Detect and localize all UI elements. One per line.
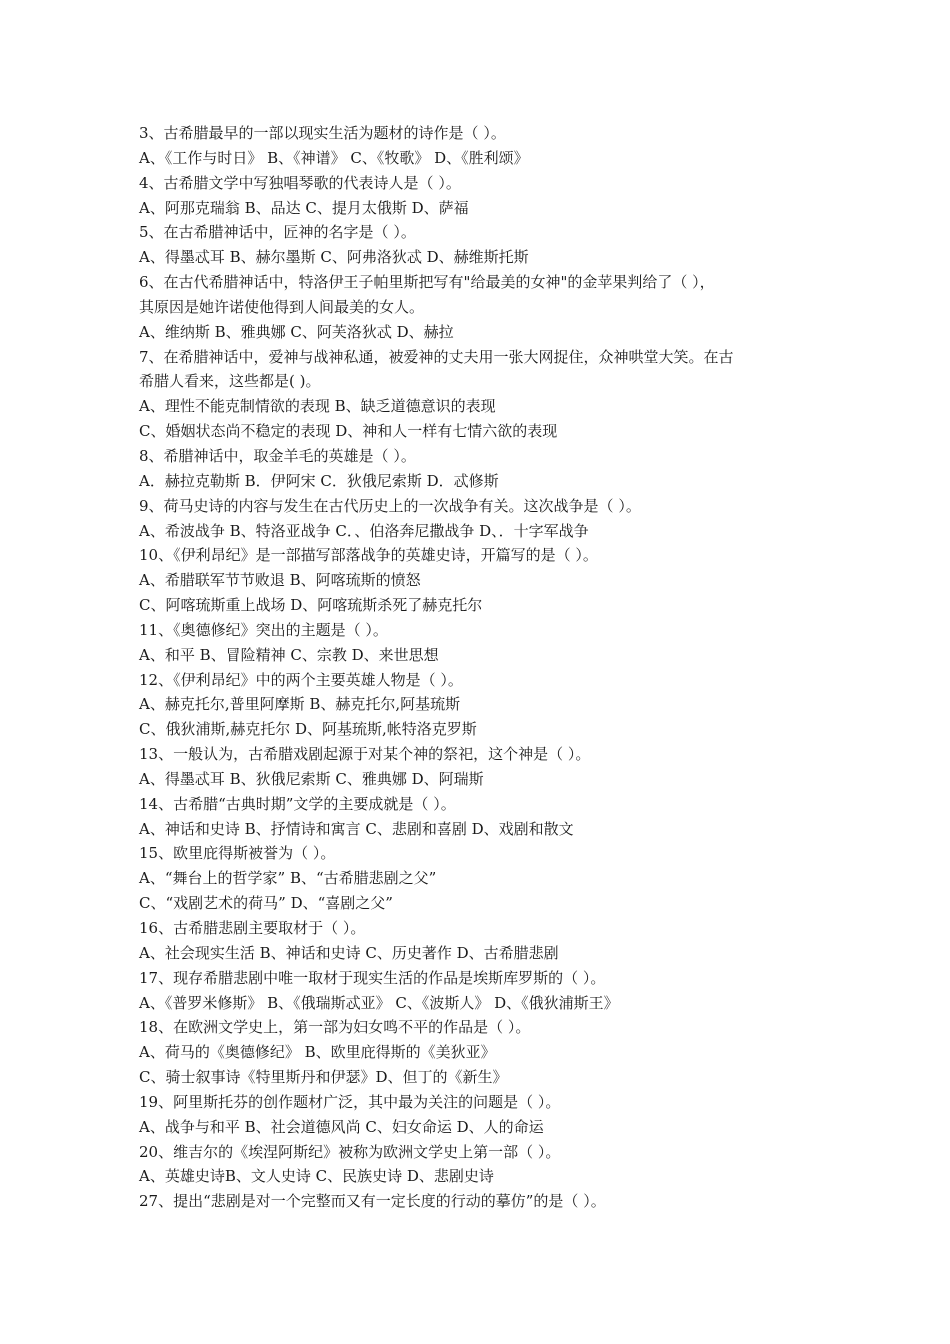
question-5-options: A、得墨忒耳 B、赫尔墨斯 C、阿弗洛狄忒 D、赫维斯托斯 [139, 248, 529, 267]
question-19-options: A、战争与和平 B、社会道德风尚 C、妇女命运 D、人的命运 [139, 1117, 544, 1136]
question-10-options-ab: A、希腊联军节节败退 B、阿喀琉斯的愤怒 [139, 571, 421, 590]
question-12-options-cd: C、俄狄浦斯,赫克托尔 D、阿基琉斯,帐特洛克罗斯 [139, 720, 477, 739]
question-18-options-ab: A、荷马的《奥德修纪》 B、欧里庇得斯的《美狄亚》 [139, 1043, 496, 1062]
question-6-continued: 其原因是她许诺使他得到人间最美的女人。 [139, 297, 425, 316]
question-17: 17、现存希腊悲剧中唯一取材于现实生活的作品是埃斯库罗斯的（ ）。 [139, 968, 606, 987]
question-11-options: A、和平 B、冒险精神 C、宗教 D、来世思想 [139, 645, 439, 664]
question-14-options: A、神话和史诗 B、抒情诗和寓言 C、悲剧和喜剧 D、戏剧和散文 [139, 819, 574, 838]
question-11: 11、《奥德修纪》突出的主题是（ ）。 [139, 620, 388, 639]
question-9: 9、荷马史诗的内容与发生在古代历史上的一次战争有关。这次战争是（ ）。 [139, 496, 641, 515]
question-20-options: A、英雄史诗B、文人史诗 C、民族史诗 D、悲剧史诗 [139, 1167, 494, 1186]
question-13-options: A、得墨忒耳 B、狄俄尼索斯 C、雅典娜 D、阿瑞斯 [139, 769, 484, 788]
question-18-options-cd: C、骑士叙事诗《特里斯丹和伊瑟》D、但丁的《新生》 [139, 1068, 508, 1087]
question-5: 5、在古希腊神话中，匠神的名字是（ ）。 [139, 223, 416, 242]
question-17-options: A、《普罗米修斯》 B、《俄瑞斯忒亚》 C、《波斯人》 D、《俄狄浦斯王》 [139, 993, 619, 1012]
question-15: 15、欧里庇得斯被誉为（ ）。 [139, 844, 336, 863]
question-15-options-ab: A、“舞台上的哲学家” B、“古希腊悲剧之父” [139, 869, 437, 888]
question-7-continued: 希腊人看来，这些都是( )。 [139, 372, 321, 391]
question-3-options: A、《工作与时日》 B、《神谱》 C、《牧歌》 D、《胜利颂》 [139, 148, 529, 167]
question-list [139, 121, 819, 1214]
question-3: 3、古希腊最早的一部以现实生活为题材的诗作是（ ）。 [139, 124, 506, 142]
question-15-options-cd: C、“戏剧艺术的荷马” D、“喜剧之父” [139, 894, 393, 913]
question-10: 10、《伊利昂纪》是一部描写部落战争的英雄史诗，开篇写的是（ ）。 [139, 546, 598, 565]
question-8-options: A．赫拉克勒斯 B．伊阿宋 C．狄俄尼索斯 D．忒修斯 [139, 471, 499, 490]
question-8: 8、希腊神话中，取金羊毛的英雄是（ ）。 [139, 446, 416, 465]
question-7-options-cd: C、婚姻状态尚不稳定的表现 D、神和人一样有七情六欲的表现 [139, 422, 558, 441]
question-6-options: A、维纳斯 B、雅典娜 C、阿芙洛狄忒 D、赫拉 [139, 322, 454, 341]
question-16-options: A、社会现实生活 B、神话和史诗 C、历史著作 D、古希腊悲剧 [139, 943, 559, 962]
question-18: 18、在欧洲文学史上，第一部为妇女鸣不平的作品是（ ）。 [139, 1018, 531, 1037]
question-14: 14、古希腊“古典时期”文学的主要成就是（ ）。 [139, 794, 456, 813]
question-7-options-ab: A、理性不能克制情欲的表现 B、缺乏道德意识的表现 [139, 397, 496, 416]
question-9-options: A、希波战争 B、特洛亚战争 C．、伯洛奔尼撒战争 D、．十字军战争 [139, 521, 589, 540]
question-4-options: A、阿那克瑞翁 B、品达 C、提月太俄斯 D、萨福 [139, 198, 469, 217]
question-7: 7、在希腊神话中，爱神与战神私通，被爱神的丈夫用一张大网捉住，众神哄堂大笑。在古 [139, 347, 734, 366]
question-27: 27、提出“悲剧是对一个完整而又有一定长度的行动的摹仿”的是（ ）。 [139, 1192, 606, 1211]
question-12: 12、《伊利昂纪》中的两个主要英雄人物是（ ）。 [139, 670, 463, 689]
question-20: 20、维吉尔的《埃涅阿斯纪》被称为欧洲文学史上第一部（ ）。 [139, 1142, 561, 1161]
question-12-options-ab: A、赫克托尔,普里阿摩斯 B、赫克托尔,阿基琉斯 [139, 695, 461, 714]
question-16: 16、古希腊悲剧主要取材于（ ）。 [139, 919, 366, 937]
question-4: 4、古希腊文学中写独唱琴歌的代表诗人是（ ）。 [139, 173, 461, 192]
question-19: 19、阿里斯托芬的创作题材广泛，其中最为关注的问题是（ ）。 [139, 1092, 561, 1111]
question-10-options-cd: C、阿喀琉斯重上战场 D、阿喀琉斯杀死了赫克托尔 [139, 596, 483, 615]
question-6: 6、在古代希腊神话中，特洛伊王子帕里斯把写有"给最美的女神"的金苹果判给了（ ）， [139, 273, 715, 292]
question-13: 13、一般认为，古希腊戏剧起源于对某个神的祭祀，这个神是（ ）。 [139, 745, 591, 764]
